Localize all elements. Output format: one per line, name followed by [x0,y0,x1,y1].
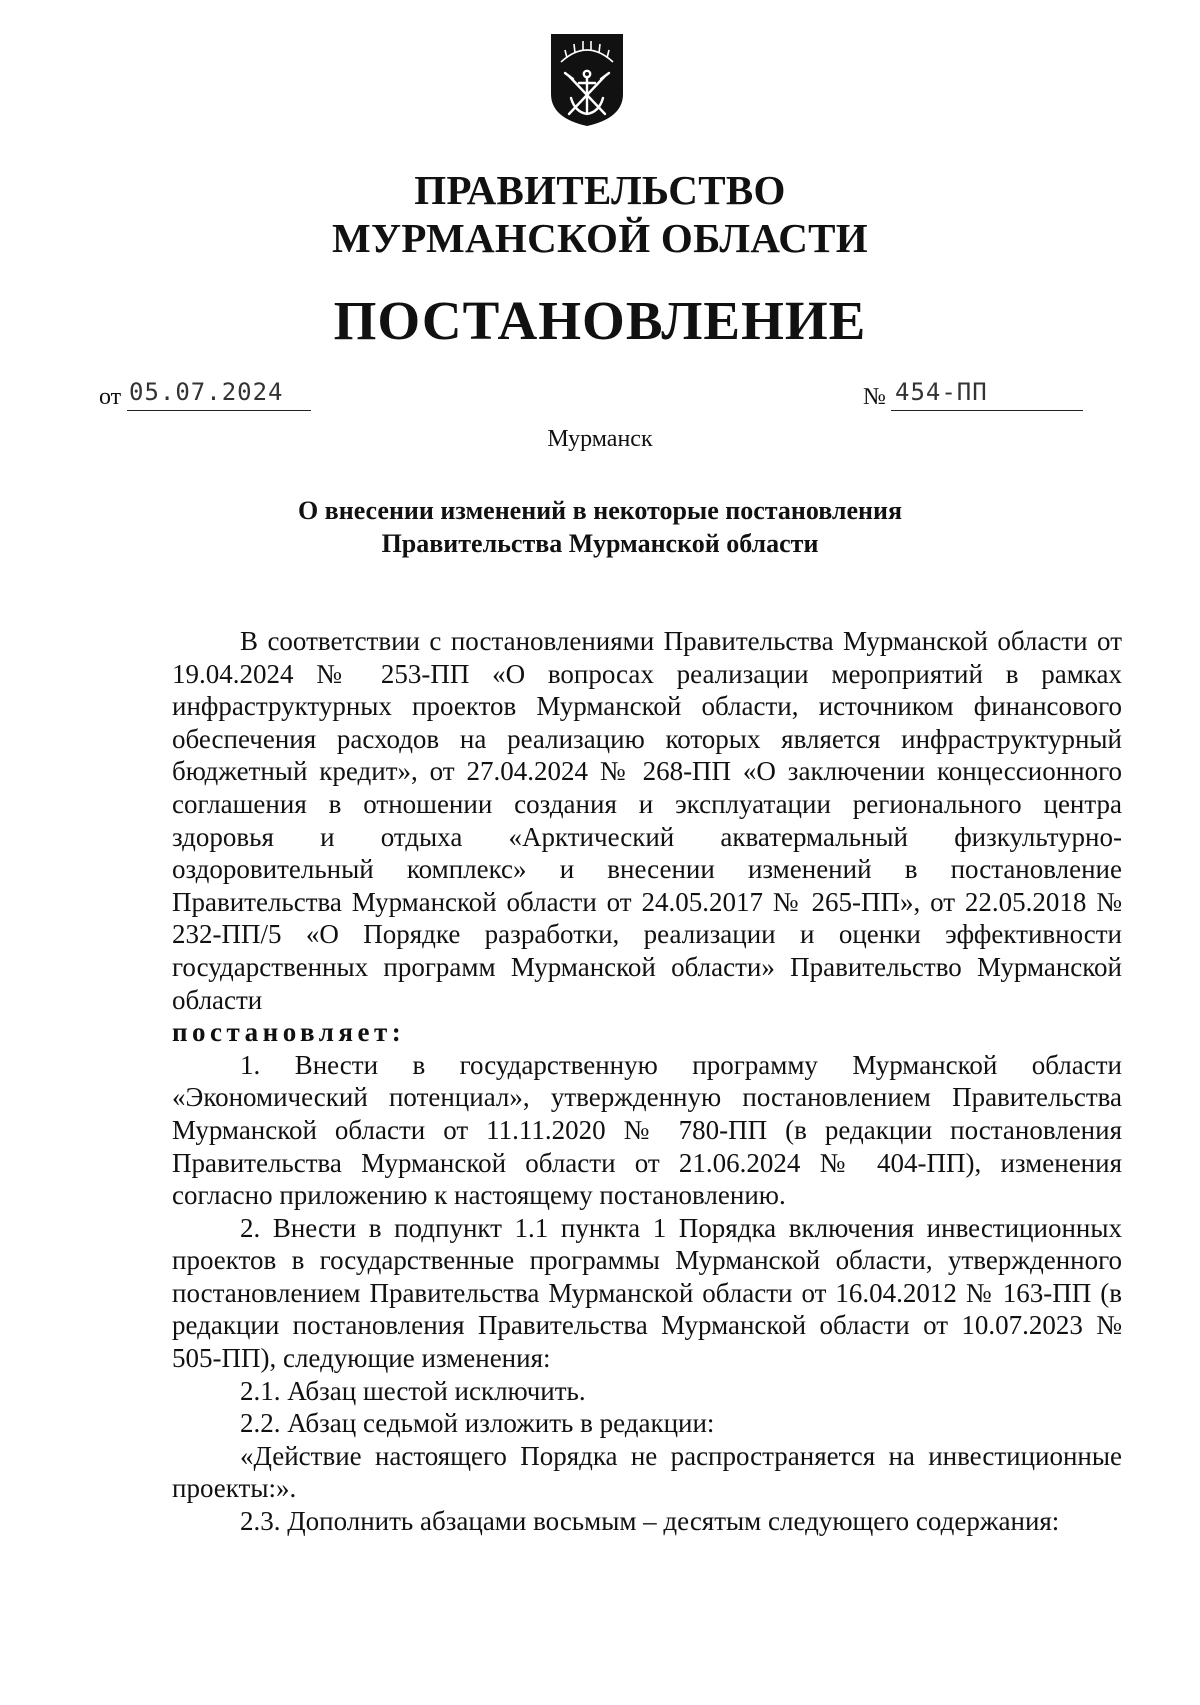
document-type: ПОСТАНОВЛЕНИЕ [333,290,867,351]
subject-line1: О внесении изменений в некоторые постановления [297,496,903,525]
item-2-paragraph: 2. Внести в подпункт 1.1 пункта 1 Порядка включения инвестиционных проектов в государственные программы Мурманской области, утвержденного постановлением Правительства Мурманской области от 16.04.2012 № 163-ПП (в редакции постановления Правительства Мурманской области от 10.07.2023 № 505-ПП), следующие изменения: [172,1212,1122,1374]
date-value: 05.07.2024 [127,378,311,411]
document-body [172,625,1122,1538]
document-subject [0,494,1200,560]
number-label: № [863,384,886,410]
coat-of-arms-emblem [549,32,625,128]
item-1-paragraph: 1. Внести в государственную программу Мурманской области «Экономический потенциал», утвержденную постановлением Правительства Мурманской области от 11.11.2020 № 780-ПП (в редакции постановления Правительства Мурманской области от 21.06.2024 № 404-ПП), изменения согласно приложению к настоящему постановлению. [172,1049,1122,1211]
government-title [0,166,1200,262]
item-2-1-paragraph: 2.1. Абзац шестой исключить. [240,1375,586,1406]
government-title-line1: ПРАВИТЕЛЬСТВО [414,167,786,213]
item-2-3-paragraph: 2.3. Дополнить абзацами восьмым – десятым следующего содержания: [240,1506,1060,1537]
item-2-2-paragraph: 2.2. Абзац седьмой изложить в редакции: [240,1408,715,1439]
preamble-paragraph [172,625,1122,1016]
resolves-word: постановляет: [172,1017,406,1048]
resolves-paragraph [172,1016,1122,1049]
preamble-text: В соответствии с постановлениями Правительства Мурманской области от 19.04.2024 № 253-ПП «О вопросах реализации мероприятий в рамках инфраструктурных проектов Мурманской области, источником финансового обеспечения расходов на реализацию которых является инфраструктурный бюджетный кредит», от 27.04.2024 № 268-ПП «О заключении концессионного соглашения в отношении создания и эксплуатации регионального центра здоровья и отдыха «Арктический акватермальный физкультурно-оздоровительный комплекс» и внесении изменений в постановление Правительства Мурманской области от 24.05.2017 № 265-ПП», от 22.05.2018 № 232-ПП/5 «О Порядке разработки, реализации и оценки эффективности государственных программ Мурманской области» Правительство Мурманской области [172,626,1122,1015]
number-value: 454-ПП [891,378,1083,411]
murmansk-coat-of-arms-icon [549,32,625,128]
city-name: Мурманск [547,426,653,452]
government-title-line2: МУРМАНСКОЙ ОБЛАСТИ [332,215,868,261]
quote-paragraph: «Действие настоящего Порядка не распространяется на инвестиционные проекты:». [172,1440,1122,1504]
subject-line2: Правительства Мурманской области [381,529,819,558]
document-meta-row [0,378,1200,418]
date-label: от [99,384,122,410]
